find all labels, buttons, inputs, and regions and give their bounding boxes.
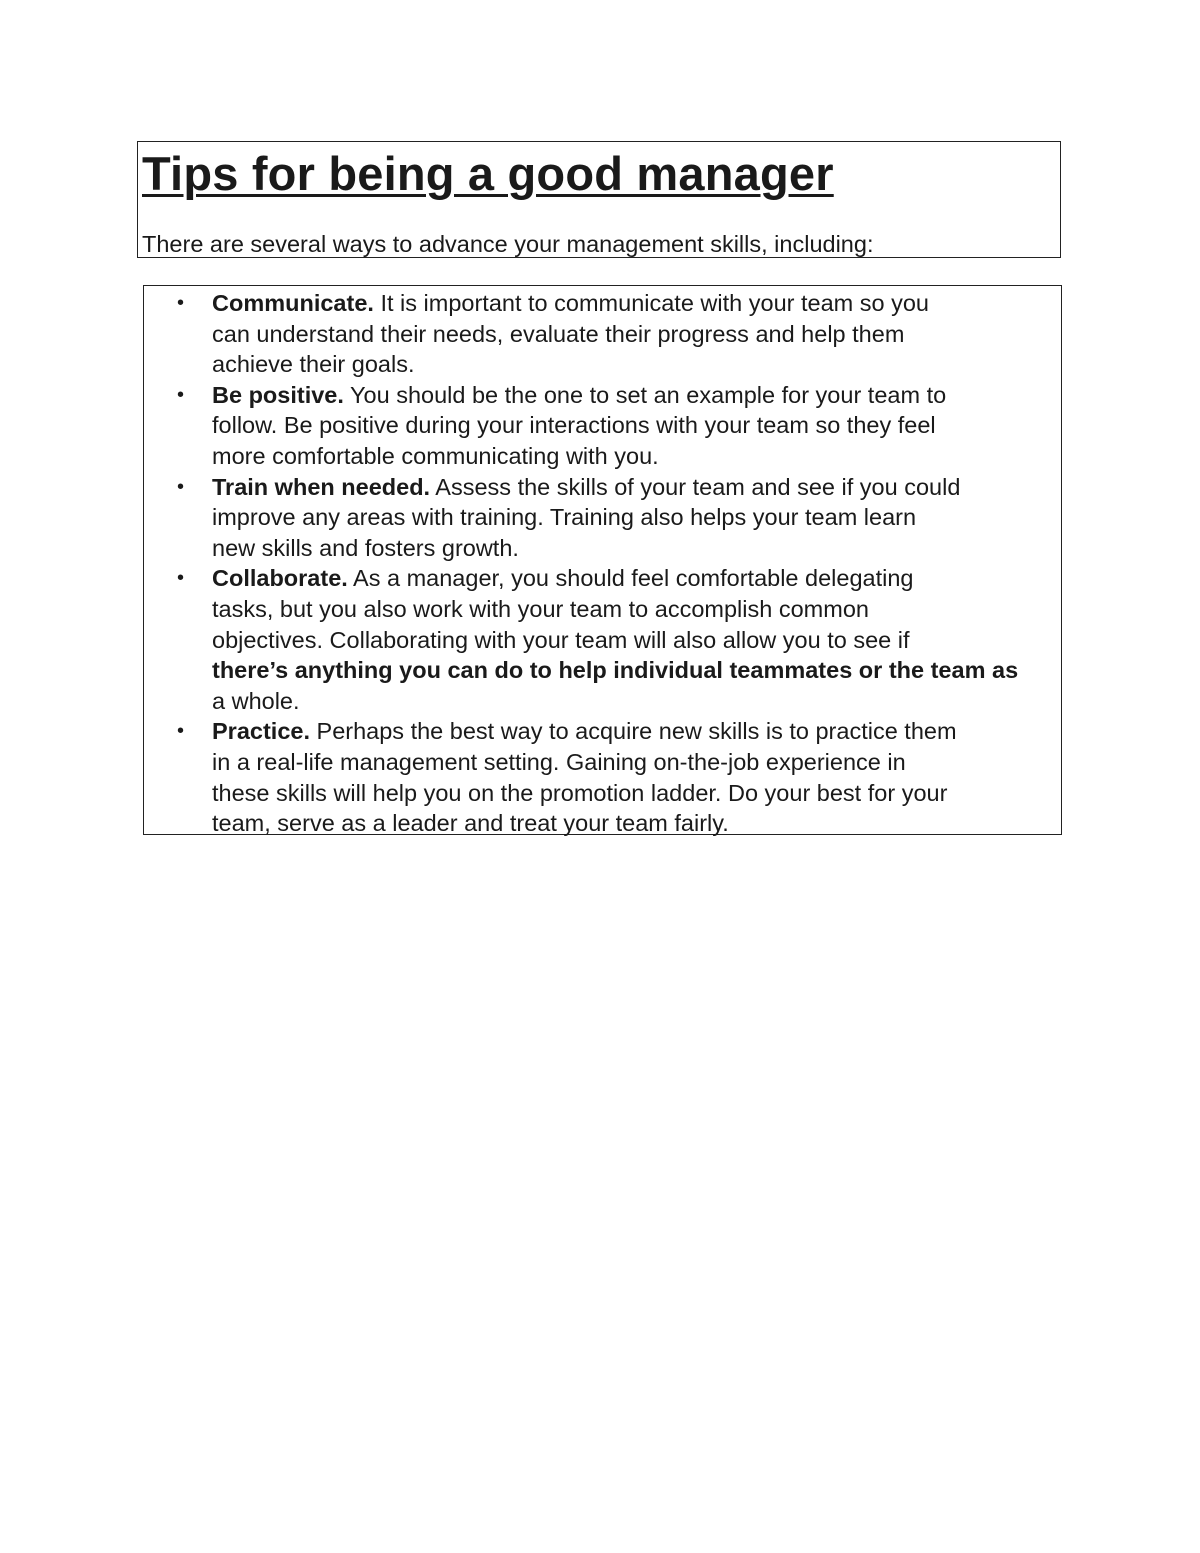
tip-line: achieve their goals.: [212, 351, 415, 378]
tip-line: new skills and fosters growth.: [212, 534, 519, 561]
tip-line: [212, 716, 1059, 747]
tip-line: [212, 380, 1059, 411]
tip-communicate: [144, 288, 1061, 380]
bullet-icon: •: [177, 383, 185, 406]
tip-line: in a real-life management setting. Gaining on-the-job experience in: [212, 748, 906, 775]
tip-train-when-needed: [144, 472, 1061, 564]
tip-text: It is important to communicate with your team so you: [373, 290, 930, 316]
tips-box: [143, 285, 1062, 835]
tip-line: a whole.: [212, 687, 300, 714]
tip-line: these skills will help you on the promotion ladder. Do your best for your: [212, 779, 948, 806]
tip-text: You should be the one to set an example for your team to: [343, 381, 947, 408]
intro-box: [137, 141, 1061, 258]
tip-line: objectives. Collaborating with your team will also allow you to see if: [212, 626, 910, 653]
tip-practice: [144, 716, 1061, 838]
tip-line: more comfortable communicating with you.: [212, 442, 659, 469]
tip-line: [212, 288, 1059, 319]
page-title: Tips for being a good manager: [142, 147, 834, 200]
tip-line: [212, 472, 1059, 503]
tip-collaborate: [144, 563, 1061, 716]
tip-line: [212, 563, 1059, 594]
bullet-icon: •: [177, 720, 185, 743]
tip-be-positive: [144, 380, 1061, 472]
tip-title: Communicate.: [212, 290, 374, 316]
tip-line: team, serve as a leader and treat your team fairly.: [212, 810, 729, 837]
tip-text: Perhaps the best way to acquire new skills is to practice them: [309, 718, 957, 745]
tip-line: improve any areas with training. Training also helps your team learn: [212, 504, 917, 531]
tip-text: Assess the skills of your team and see if you could: [430, 473, 961, 500]
intro-text: There are several ways to advance your management skills, including:: [142, 231, 874, 257]
bullet-icon: •: [177, 292, 185, 314]
tip-title: Collaborate.: [212, 565, 348, 592]
tip-line: follow. Be positive during your interactions with your team so they feel: [212, 412, 936, 439]
tip-title: Train when needed.: [212, 473, 431, 500]
bullet-icon: •: [177, 567, 185, 590]
tip-title: Be positive.: [212, 381, 344, 408]
tip-title: Practice.: [212, 718, 310, 745]
tip-text: As a manager, you should feel comfortable delegating: [347, 565, 914, 592]
tips-list: [144, 288, 1061, 839]
bullet-icon: •: [177, 475, 185, 498]
tip-line: there’s anything you can do to help individual teammates or the team as: [212, 657, 1019, 684]
tip-line: tasks, but you also work with your team to accomplish common: [212, 595, 869, 622]
tip-line: can understand their needs, evaluate their progress and help them: [212, 320, 905, 347]
